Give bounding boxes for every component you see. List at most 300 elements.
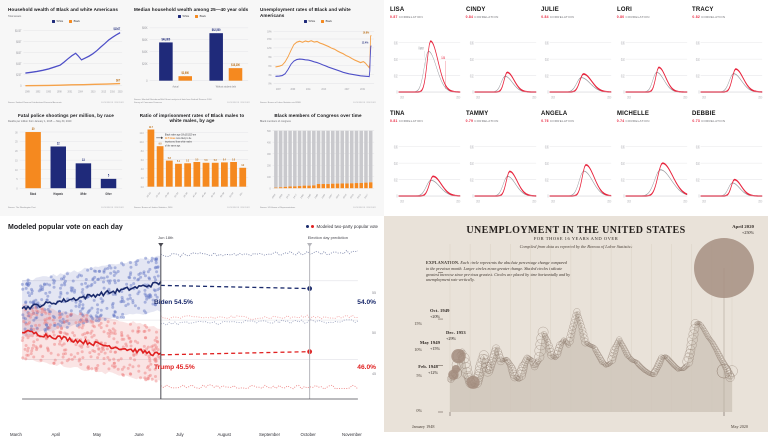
correlation-label: 0.79 CORRELATION: [465, 118, 499, 123]
name-label: TAMMY: [465, 110, 489, 117]
ytick-10: 10%: [414, 347, 422, 352]
svg-text:1981: 1981: [300, 194, 305, 200]
svg-text:2013: 2013: [321, 88, 327, 92]
svg-text:1910: 1910: [551, 198, 556, 204]
source-text: Source: Federal Reserve Distributional Financial Accounts: [8, 101, 62, 104]
svg-text:4.0: 4.0: [140, 167, 144, 172]
xtick-april: April: [51, 432, 61, 437]
svg-text:1910: 1910: [475, 198, 480, 204]
correlation-label: 0.74 CORRELATION: [616, 118, 650, 123]
name-card-cindy: [466, 6, 538, 108]
name-grid: [390, 6, 764, 212]
svg-text:0: 0: [269, 187, 271, 191]
sparkline: [541, 23, 613, 109]
card-black-members-congress: [256, 109, 380, 213]
svg-text:2001: 2001: [67, 89, 73, 94]
svg-text:1910: 1910: [702, 198, 707, 204]
svg-text:White: White: [80, 191, 87, 197]
svg-text:1910: 1910: [400, 94, 404, 100]
svg-text:0.02: 0.02: [469, 176, 474, 183]
svg-text:30-34: 30-34: [174, 192, 180, 199]
name-card-tina: [390, 110, 462, 212]
svg-text:0.02: 0.02: [393, 72, 398, 79]
svg-text:1965: 1965: [272, 194, 277, 200]
svg-text:1985: 1985: [307, 194, 312, 200]
svg-text:0.06: 0.06: [545, 143, 549, 150]
card-subtitle: Total assets: [8, 14, 22, 18]
svg-text:0.02: 0.02: [696, 72, 700, 79]
svg-text:2010: 2010: [531, 94, 536, 100]
svg-text:$100T: $100T: [14, 28, 22, 33]
card-footer: [260, 207, 376, 212]
svg-text:Hispanic: Hispanic: [53, 191, 64, 197]
panel-name-popularity-small-multiples: [384, 0, 768, 216]
source-text: Source: Bureau of Labor Statistics via FRED: [260, 101, 302, 104]
svg-text:of the same age.: of the same age.: [164, 144, 181, 148]
panel4-title: UNEMPLOYMENT IN THE UNITED STATES: [466, 225, 686, 236]
plot-area: [8, 124, 124, 207]
card-title: Black members of Congress over time: [274, 112, 362, 118]
source-text: Source: Marshall Steinbaum/Wall Street analysis of data from Federal Reserve 2016 Survey of Consumer Finances: [134, 98, 212, 104]
card-title: Household wealth of Black and white Americans: [8, 7, 119, 12]
ytick-5: 5%: [416, 373, 422, 378]
svg-text:9%: 9%: [268, 56, 272, 60]
svg-text:0: 0: [146, 78, 148, 83]
xtick-june: June: [134, 432, 144, 437]
svg-text:5.8: 5.8: [167, 156, 171, 161]
svg-text:imprisoned than white males: imprisoned than white males: [164, 140, 192, 144]
annotation-may-1949: May 1949 +15%: [419, 340, 440, 351]
card-median-wealth: [130, 3, 254, 107]
marker-label-election-day: Election day prediction: [307, 235, 348, 240]
svg-text:0: 0: [623, 193, 625, 199]
svg-text:1995: 1995: [46, 89, 51, 94]
svg-text:1993: 1993: [321, 194, 326, 200]
svg-text:2009: 2009: [350, 194, 355, 200]
svg-text:2.0: 2.0: [140, 176, 144, 181]
svg-text:5.3: 5.3: [213, 158, 217, 163]
svg-text:0: 0: [547, 193, 549, 199]
svg-text:0.04: 0.04: [545, 56, 549, 62]
svg-text:25: 25: [15, 140, 18, 145]
explanation-lead: EXPLANATION.: [426, 260, 460, 265]
card-footer: [8, 102, 124, 107]
svg-text:1997: 1997: [328, 194, 333, 200]
svg-text:5.4: 5.4: [222, 158, 226, 162]
svg-text:0.02: 0.02: [696, 176, 700, 183]
svg-text:2013: 2013: [357, 194, 362, 200]
svg-text:2010: 2010: [90, 89, 96, 94]
svg-text:2004: 2004: [78, 89, 83, 94]
name-card-tammy: [466, 110, 538, 212]
svg-text:1969: 1969: [279, 194, 284, 200]
svg-text:2010: 2010: [607, 198, 612, 204]
ytick-45: 45: [372, 372, 376, 376]
svg-text:$104T: $104T: [113, 26, 121, 31]
svg-text:0: 0: [472, 89, 474, 95]
name-label: JULIE: [541, 6, 560, 13]
legend-white: White: [178, 15, 189, 18]
svg-text:Actual: Actual: [172, 84, 179, 89]
card-title: Ratio of imprisonment rates of Black males to white males, by age: [139, 112, 245, 124]
trump-prediction: 46.0%: [357, 364, 376, 371]
xtick-august: August: [217, 432, 231, 437]
svg-text:12.0: 12.0: [139, 131, 144, 136]
svg-text:0.04: 0.04: [469, 160, 474, 166]
annotation-feb-1948: Feb. 1948 +12%: [418, 364, 438, 375]
trump-dot-icon: [311, 225, 314, 228]
card-footer: [260, 102, 376, 107]
plot-area: [8, 25, 124, 102]
svg-text:12.4%: 12.4%: [361, 41, 369, 46]
svg-text:0.0: 0.0: [140, 185, 144, 190]
svg-text:$46,800: $46,800: [161, 36, 171, 42]
sparkline: [466, 23, 538, 109]
name-label: ANGELA: [541, 110, 568, 117]
name-card-debbie: [692, 110, 764, 212]
legend: [8, 20, 124, 23]
name-card-julie: [541, 6, 613, 108]
svg-text:$20T: $20T: [16, 72, 22, 77]
svg-text:0.06: 0.06: [393, 39, 398, 46]
panel3-legend: [306, 224, 378, 229]
svg-text:55-59: 55-59: [220, 192, 225, 199]
card-imprisonment-ratio: [130, 109, 254, 213]
svg-text:3%: 3%: [268, 74, 272, 78]
svg-text:$20K: $20K: [142, 61, 148, 66]
card-subtitle: Black members of congress: [260, 120, 291, 124]
svg-text:18%: 18%: [267, 30, 272, 35]
svg-text:2013: 2013: [101, 89, 107, 94]
svg-text:45-49: 45-49: [201, 192, 207, 199]
correlation-label: 0.76 CORRELATION: [541, 118, 575, 123]
explanation-body: Each circle represents the absolute percentage change compared to the previous month. Larger circles mean greater change. Shaded circles indicate greatest increase since previous greatest. Circles are placed by time horizontally and by unemployment rate vertically.: [426, 260, 571, 283]
svg-text:Without student debt: Without student debt: [215, 84, 236, 89]
card-footer: [8, 207, 124, 212]
xtick-october: October: [300, 432, 316, 437]
name-label: DEBBIE: [692, 110, 717, 117]
brand-text: BUSINESS INSIDER: [227, 207, 250, 210]
svg-text:1910: 1910: [400, 198, 404, 204]
svg-text:$60T: $60T: [16, 50, 22, 55]
sparkline: [541, 127, 613, 213]
svg-text:18-19: 18-19: [146, 192, 152, 199]
svg-text:2005: 2005: [343, 194, 348, 200]
svg-text:$80K: $80K: [142, 25, 148, 31]
name-label: MICHELLE: [616, 110, 649, 117]
svg-text:1998: 1998: [56, 89, 62, 94]
annotation-dec-1953: Dec. 1953 +29%: [446, 330, 466, 341]
svg-text:2010: 2010: [607, 94, 612, 100]
sparkline: [390, 23, 462, 109]
panel-modeled-popular-vote: [0, 216, 384, 437]
svg-text:0.04: 0.04: [696, 160, 700, 166]
name-card-lisa: [390, 6, 462, 108]
ytick-55: 55: [372, 291, 376, 295]
svg-text:6.0: 6.0: [140, 158, 144, 163]
svg-text:$40T: $40T: [16, 61, 22, 66]
svg-text:2010: 2010: [683, 94, 687, 100]
svg-text:1910: 1910: [626, 94, 631, 100]
svg-text:5.5: 5.5: [232, 158, 236, 162]
svg-text:$16,200: $16,200: [231, 62, 240, 67]
svg-text:2007: 2007: [276, 88, 281, 92]
svg-text:300: 300: [267, 152, 271, 157]
trump-label: Trump 45.5%: [154, 364, 195, 371]
source-text: Source: Bureau of Justice Statistics, 2016: [134, 207, 173, 210]
svg-text:2010: 2010: [456, 198, 461, 204]
panel3-title: Modeled popular vote on each day: [8, 224, 123, 231]
xtick-end: May 2020: [730, 424, 748, 429]
svg-text:20: 20: [15, 150, 18, 154]
svg-text:2001: 2001: [336, 194, 341, 200]
svg-text:2010: 2010: [758, 94, 763, 100]
panel3-chart: [8, 235, 378, 407]
svg-text:0: 0: [20, 83, 22, 88]
brand-text: BUSINESS INSIDER: [101, 207, 124, 210]
svg-text:5: 5: [107, 173, 110, 179]
marker-label-jun18: Jun 18th: [158, 235, 174, 240]
biden-label: Biden 54.5%: [154, 299, 193, 306]
legend-label: Modeled two-party popular vote: [316, 224, 378, 229]
svg-text:16.8%: 16.8%: [362, 31, 370, 35]
sparkline: [617, 23, 689, 109]
svg-text:0.06: 0.06: [469, 39, 474, 46]
ytick-50: 50: [372, 331, 376, 335]
xtick-may: May: [93, 432, 102, 437]
name-label: TRACY: [692, 6, 714, 13]
svg-text:1910: 1910: [702, 94, 707, 100]
svg-text:12%: 12%: [267, 47, 272, 51]
svg-text:1989: 1989: [314, 194, 319, 200]
card-unemployment-rates: [256, 3, 380, 107]
name-label: LORI: [616, 6, 632, 13]
svg-text:$2,900: $2,900: [181, 70, 189, 75]
legend-black: Black: [321, 20, 332, 23]
sparkline: [692, 23, 764, 109]
legend-white: White: [52, 20, 63, 23]
svg-text:2010: 2010: [531, 198, 536, 204]
svg-text:1973: 1973: [286, 194, 291, 200]
svg-text:8.0: 8.0: [140, 149, 144, 154]
svg-text:25-29: 25-29: [165, 192, 170, 199]
svg-text:12.7 times more likely to be: 12.7 times more likely to be: [164, 136, 192, 141]
biden-prediction: 54.0%: [357, 299, 376, 306]
sparkline: [390, 127, 462, 213]
svg-text:0.02: 0.02: [545, 72, 549, 79]
svg-text:9.0: 9.0: [158, 142, 162, 146]
panel-unemployment-united-states: [384, 216, 768, 432]
svg-text:0.02: 0.02: [620, 176, 625, 183]
panel4-inner: [384, 216, 768, 432]
xtick-september: September: [259, 432, 281, 437]
svg-text:10.0: 10.0: [139, 140, 144, 145]
brand-text: BUSINESS INSIDER: [227, 101, 250, 104]
svg-text:2010: 2010: [456, 94, 461, 100]
svg-text:0: 0: [396, 193, 398, 199]
svg-text:2010: 2010: [683, 198, 687, 204]
svg-text:5.2: 5.2: [186, 159, 190, 163]
correlation-label: 0.84 CORRELATION: [541, 14, 575, 19]
svg-text:2011: 2011: [306, 88, 311, 92]
svg-text:40-44: 40-44: [192, 192, 198, 199]
svg-text:0: 0: [396, 89, 398, 95]
xtick-start: January 1948: [412, 424, 435, 429]
brand-text: BUSINESS INSIDER: [353, 101, 376, 104]
svg-text:400: 400: [267, 141, 271, 145]
svg-text:50-54: 50-54: [211, 192, 216, 199]
annotation-april-2020: April 2020 +250%: [732, 224, 754, 235]
svg-text:0.02: 0.02: [620, 72, 625, 79]
svg-text:6%: 6%: [268, 65, 272, 69]
svg-text:$60K: $60K: [142, 37, 148, 42]
svg-text:2009: 2009: [290, 88, 296, 92]
svg-text:2017: 2017: [364, 194, 369, 200]
sparkline: [617, 127, 689, 213]
svg-text:65+: 65+: [239, 192, 244, 197]
svg-text:1910: 1910: [626, 198, 631, 204]
name-label: CINDY: [465, 6, 486, 13]
xtick-march: March: [10, 432, 22, 437]
annotation-oct-1949: Oct. 1949 +20%: [430, 308, 450, 319]
correlation-label: 0.81 CORRELATION: [390, 118, 423, 123]
svg-text:15: 15: [15, 159, 18, 163]
legend-white: White: [304, 20, 315, 23]
brand-text: BUSINESS INSIDER: [101, 101, 124, 104]
name-card-lori: [617, 6, 689, 108]
svg-text:2017: 2017: [344, 88, 350, 92]
svg-text:10: 10: [15, 168, 18, 173]
svg-text:5.3: 5.3: [204, 158, 208, 163]
svg-text:0.02: 0.02: [545, 176, 549, 183]
biden-dot-icon: [306, 225, 309, 228]
name-card-tracy: [692, 6, 764, 108]
plot-area: [134, 20, 250, 99]
svg-text:0.06: 0.06: [620, 143, 625, 150]
svg-text:500: 500: [267, 129, 271, 134]
svg-text:0.02: 0.02: [393, 176, 398, 183]
svg-text:60-64: 60-64: [229, 192, 235, 199]
name-label: LISA: [390, 6, 405, 13]
correlation-label: 0.84 CORRELATION: [465, 14, 499, 19]
card-fatal-police-shootings: [4, 109, 128, 213]
card-title: Unemployment rates of Black and white Americans: [260, 7, 351, 18]
plot-area: [260, 124, 376, 207]
svg-text:1910: 1910: [551, 94, 556, 100]
sparkline: [466, 127, 538, 213]
svg-text:35-39: 35-39: [183, 192, 189, 199]
svg-text:5: 5: [16, 178, 18, 182]
svg-text:100: 100: [267, 175, 271, 180]
svg-text:Black: Black: [30, 191, 37, 197]
svg-text:2016: 2016: [110, 89, 115, 94]
svg-text:0: 0: [16, 187, 18, 191]
panel-business-insider-dashboard: [0, 0, 384, 216]
svg-text:Other: Other: [105, 191, 112, 197]
svg-text:20-24: 20-24: [156, 192, 161, 199]
card-grid: [0, 0, 384, 216]
legend-black: Black: [195, 15, 206, 18]
legend-black: Black: [69, 20, 80, 23]
card-title: Median household wealth among 25—40 year olds: [134, 7, 249, 12]
svg-text:0.04: 0.04: [620, 56, 625, 62]
card-household-wealth: [4, 3, 128, 107]
correlation-label: 0.80 CORRELATION: [616, 14, 650, 19]
svg-text:Black males age 18\u201319 are: Black males age 18\u201319 are: [164, 133, 197, 137]
svg-text:0: 0: [472, 193, 474, 199]
svg-text:0.04: 0.04: [696, 56, 700, 62]
svg-text:$62,500: $62,500: [211, 27, 221, 32]
ytick-0: 0%: [416, 408, 422, 413]
source-text: Source: US House of Representatives: [260, 207, 296, 210]
svg-text:1992: 1992: [35, 89, 41, 94]
svg-text:0.04: 0.04: [469, 56, 474, 62]
svg-text:22: 22: [56, 141, 60, 146]
svg-text:200: 200: [267, 164, 271, 168]
svg-text:13: 13: [82, 157, 85, 163]
correlation-label: 0.82 CORRELATION: [692, 14, 726, 19]
svg-text:0.04: 0.04: [620, 160, 625, 166]
source-text: Source: The Washington Post: [8, 207, 36, 210]
svg-text:5.1: 5.1: [176, 159, 180, 164]
svg-text:0%: 0%: [268, 82, 272, 87]
svg-text:0: 0: [698, 89, 700, 95]
svg-text:2020: 2020: [117, 89, 123, 94]
svg-text:0: 0: [623, 89, 625, 95]
svg-text:0.06: 0.06: [696, 39, 700, 46]
ytick-15: 15%: [414, 321, 422, 326]
svg-text:1977: 1977: [293, 194, 298, 200]
xtick-november: November: [342, 432, 362, 437]
svg-text:2010: 2010: [758, 198, 763, 204]
name-card-angela: [541, 110, 613, 212]
xtick-july: July: [176, 432, 184, 437]
svg-text:5.5: 5.5: [195, 158, 199, 162]
brand-text: BUSINESS INSIDER: [353, 207, 376, 210]
svg-text:0.04: 0.04: [393, 160, 398, 166]
name-card-michelle: [617, 110, 689, 212]
svg-text:2019: 2019: [360, 88, 365, 92]
correlation-label: 0.87 CORRELATION: [390, 14, 423, 19]
legend: [260, 20, 376, 23]
svg-text:$40K: $40K: [142, 49, 148, 54]
svg-text:Karen: Karen: [418, 44, 424, 51]
svg-text:0: 0: [547, 89, 549, 95]
svg-text:0.06: 0.06: [696, 143, 700, 150]
svg-text:15%: 15%: [267, 38, 272, 42]
svg-text:0.04: 0.04: [393, 56, 398, 62]
svg-text:0: 0: [698, 193, 700, 199]
svg-text:0.02: 0.02: [469, 72, 474, 79]
sparkline: [692, 127, 764, 213]
card-footer: [134, 99, 250, 107]
svg-text:1910: 1910: [475, 94, 480, 100]
svg-text:Lisa: Lisa: [441, 54, 446, 60]
svg-text:0.06: 0.06: [469, 143, 474, 150]
svg-text:0.06: 0.06: [393, 143, 398, 150]
svg-text:4.2: 4.2: [241, 163, 245, 168]
card-subtitle: Deaths per million from January 1, 2015 — May 30, 2020: [8, 120, 72, 124]
svg-text:30: 30: [31, 126, 35, 132]
name-label: TINA: [390, 110, 405, 117]
plot-area: [134, 125, 250, 207]
svg-text:0.04: 0.04: [545, 160, 549, 166]
card-title: Fatal police shootings per million, by race: [18, 112, 114, 118]
correlation-label: 0.73 CORRELATION: [692, 118, 726, 123]
svg-text:$6T: $6T: [116, 77, 121, 83]
panel3-header: [8, 224, 378, 231]
svg-text:12.7: 12.7: [148, 125, 153, 129]
